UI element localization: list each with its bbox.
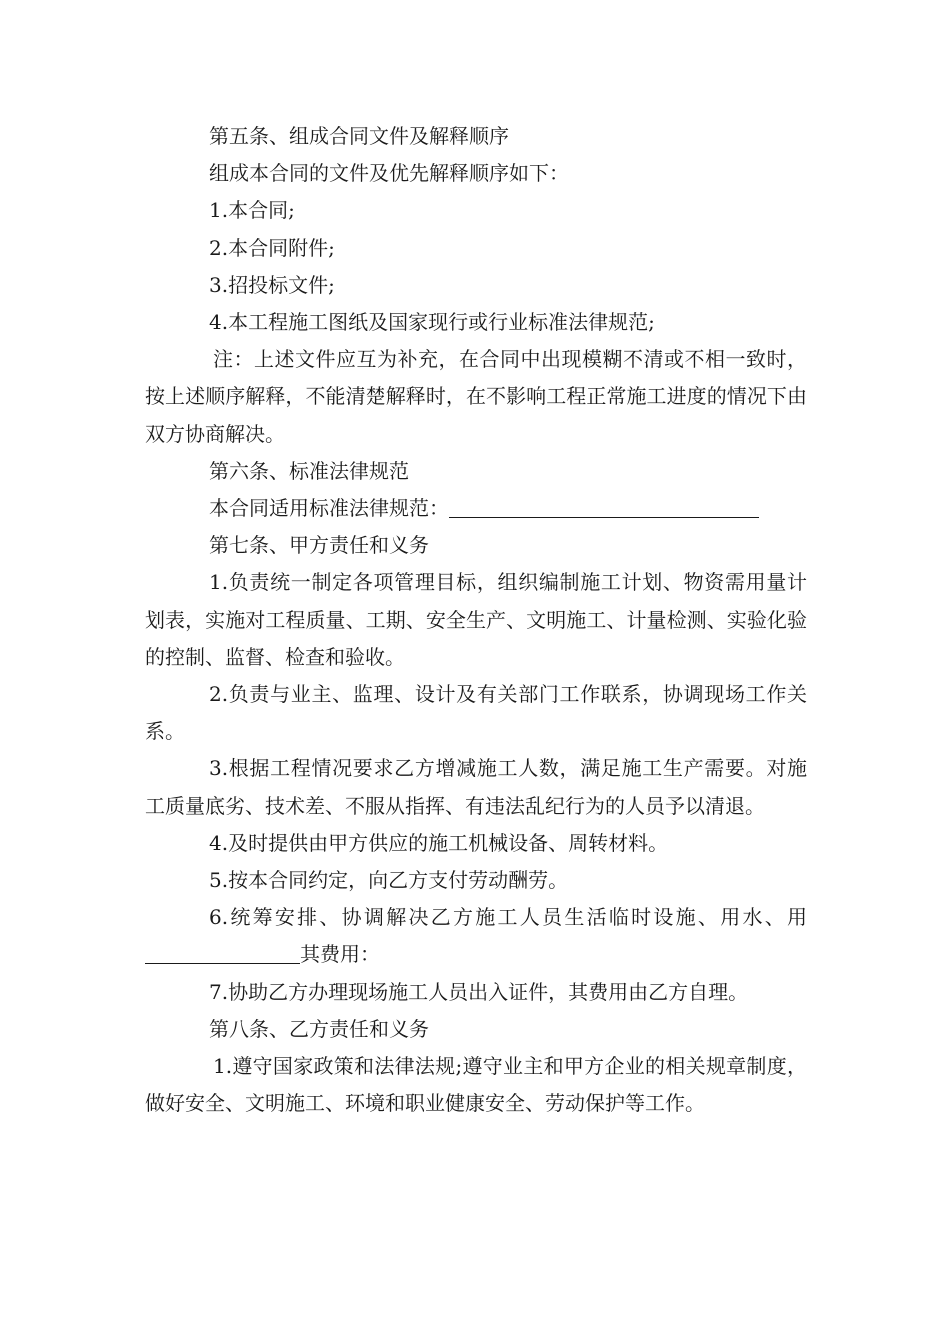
article-7-item-1: 1.负责统一制定各项管理目标，组织编制施工计划、物资需用量计划表，实施对工程质量、工期、安全生产、文明施工、计量检测、实验化验的控制、监督、检查和验收。 bbox=[145, 570, 807, 669]
article-8-title: 第八条、乙方责任和义务 bbox=[209, 1016, 429, 1041]
article-7-item-3: 3.根据工程情况要求乙方增减施工人数，满足施工生产需要。对施工质量底劣、技术差、不服从指挥、有违法乱纪行为的人员予以清退。 bbox=[145, 756, 807, 818]
article-5-title: 第五条、组成合同文件及解释顺序 bbox=[209, 124, 509, 148]
article-7-item-6 bbox=[145, 899, 807, 973]
article-5-item-2: 2.本合同附件; bbox=[209, 235, 335, 260]
article-7-title: 第七条、甲方责任和义务 bbox=[209, 533, 429, 558]
document-body bbox=[145, 118, 807, 1122]
article-6-title: 第六条、标准法律规范 bbox=[209, 458, 409, 483]
article-7-item-4: 4.及时提供由甲方供应的施工机械设备、周转材料。 bbox=[209, 830, 669, 855]
article-5-note: 注：上述文件应互为补充，在合同中出现模糊不清或不相一致时，按上述顺序解释，不能清楚解释时，在不影响工程正常施工进度的情况下由双方协商解决。 bbox=[145, 347, 807, 446]
article-5-item-1: 1.本合同; bbox=[209, 198, 295, 223]
utilities-blank-line bbox=[145, 941, 300, 964]
article-8-item-1: 1.遵守国家政策和法律法规;遵守业主和甲方企业的相关规章制度，做好安全、文明施工、环境和职业健康安全、劳动保护等工作。 bbox=[145, 1054, 807, 1116]
article-6-text-line bbox=[145, 490, 807, 527]
standards-blank-line bbox=[449, 495, 759, 518]
article-7-item-6-text: 6.统筹安排、协调解决乙方施工人员生活临时设施、用水、用 bbox=[209, 905, 807, 930]
article-7-item-7: 7.协助乙方办理现场施工人员出入证件，其费用由乙方自理。 bbox=[209, 979, 749, 1004]
article-7-item-6-suffix: 其费用： bbox=[300, 942, 380, 967]
article-7-item-2: 2.负责与业主、监理、设计及有关部门工作联系，协调现场工作关系。 bbox=[145, 682, 807, 744]
article-6-text: 本合同适用标准法律规范： bbox=[209, 496, 449, 521]
article-5-item-3: 3.招投标文件; bbox=[209, 272, 335, 297]
article-5-item-4: 4.本工程施工图纸及国家现行或行业标准法律规范; bbox=[209, 310, 655, 335]
article-7-item-5: 5.按本合同约定，向乙方支付劳动酬劳。 bbox=[209, 868, 569, 893]
article-5-intro: 组成本合同的文件及优先解释顺序如下： bbox=[209, 161, 569, 186]
